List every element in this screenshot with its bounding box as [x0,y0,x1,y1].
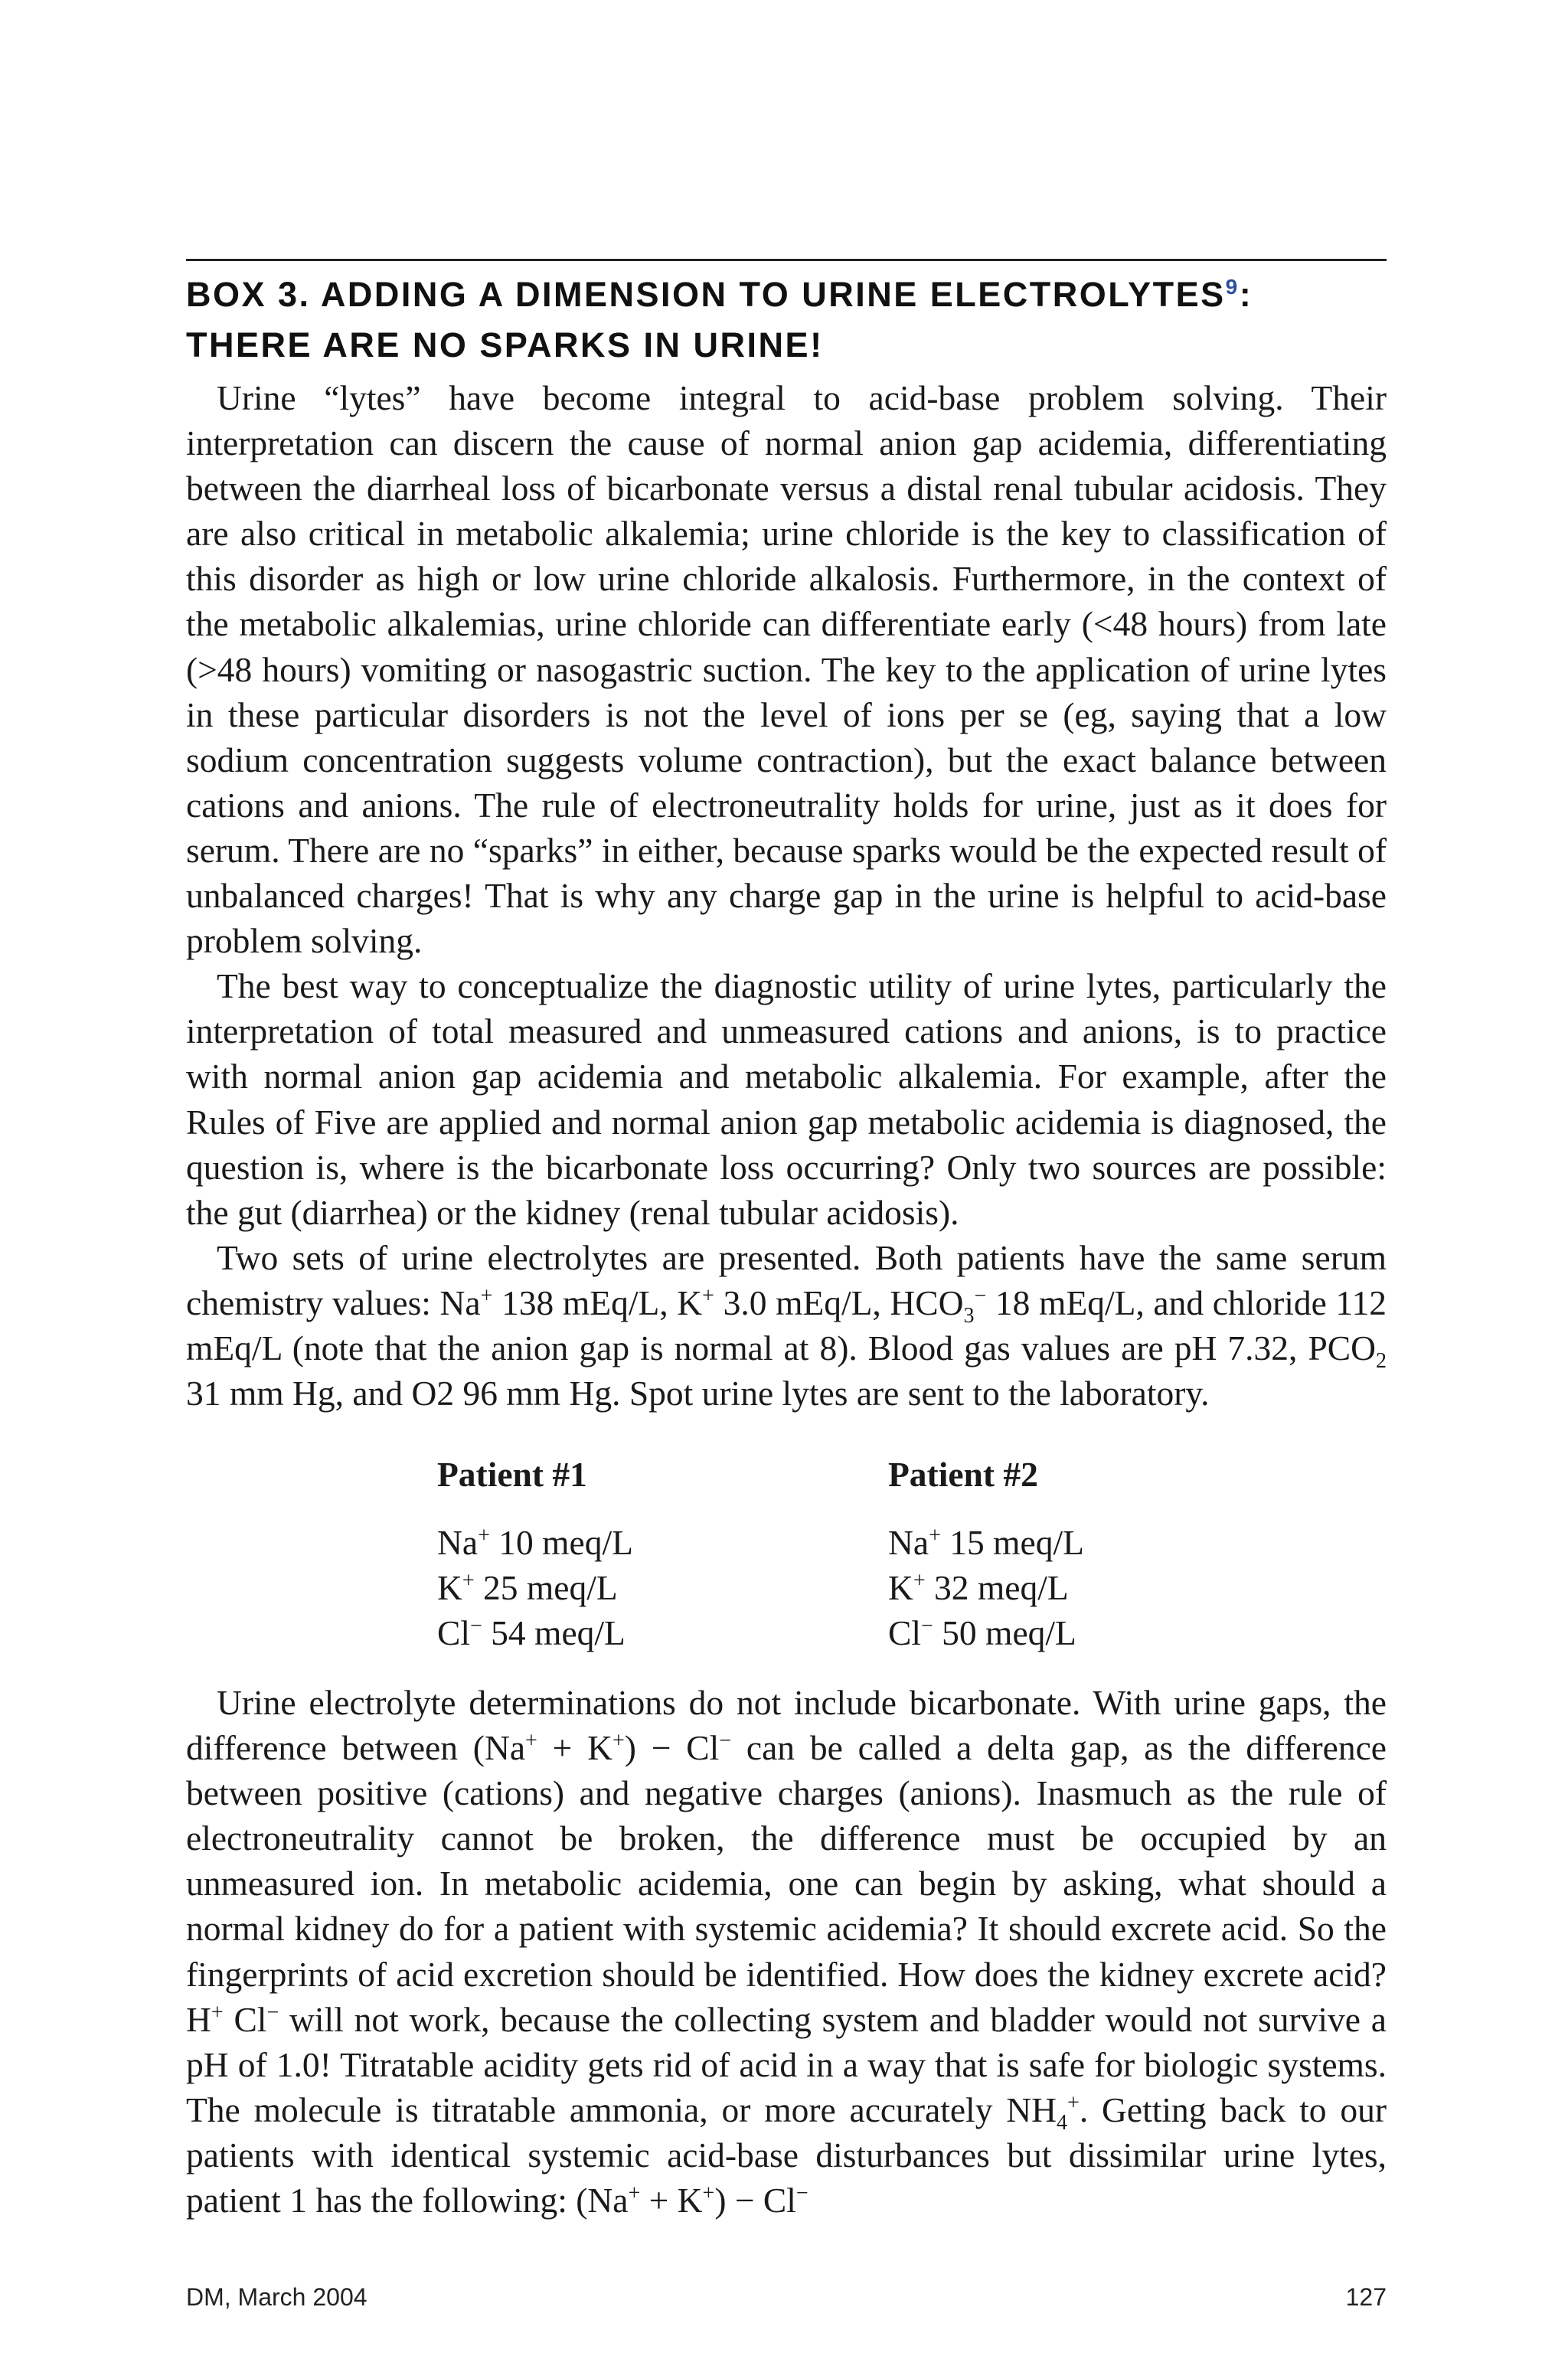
patient-1-cl-row: Cl− 54 meq/L [437,1613,626,1652]
paragraph-2: The best way to conceptualize the diagnostic utility of urine lytes, particularly the interpretation of total measured and unmeasured cations and anions, is to practice with normal anion gap acidemia and metabolic alkalemia. For example, after the Rules of Five are applied and normal anion gap metabolic acidemia is diagnosed, the question is, where is the bicarbonate loss occurring? Only two sources are possible: the gut (diarrhea) or the kidney (renal tubular acidosis). [186,966,1387,1232]
page-number: 127 [1345,2283,1387,2311]
heading-line-2: THERE ARE NO SPARKS IN URINE! [186,325,824,364]
body-text-bottom [186,1680,1387,2223]
footnote-ref[interactable]: 9 [1225,275,1240,299]
patient-1-column [437,1452,633,1655]
patient-2-na-row: Na+ 15 meq/L [888,1523,1084,1562]
journal-issue: DM, March 2004 [186,2283,368,2311]
patient-2-k-row: K+ 32 meq/L [888,1568,1069,1607]
patient-1-title: Patient #1 [437,1455,587,1494]
patient-1-k-row: K+ 25 meq/L [437,1568,618,1607]
patient-2-title: Patient #2 [888,1455,1038,1494]
patient-1-na-row: Na+ 10 meq/L [437,1523,633,1562]
box-heading [186,270,1387,371]
top-rule [186,259,1387,261]
patient-2-column [888,1452,1084,1655]
heading-line-1: BOX 3. ADDING A DIMENSION TO URINE ELECTROLYTES$^9$: [186,275,1253,314]
patient-2-cl-row: Cl− 50 meq/L [888,1613,1076,1652]
body-text-top [186,375,1387,1416]
paragraph-3: Two sets of urine electrolytes are presented. Both patients have the same serum chemistry values: Na+ 138 mEq/L, K+ 3.0 mEq/L, $HCO_3^-$ 18 mEq/L, and chloride 112 mEq/L (note that the anion gap is normal at 8). Blood gas values are pH 7.32, $PCO_2$ 31 mm Hg, and O2 96 mm Hg. Spot urine lytes are sent to the laboratory. [186,1237,1387,1413]
paragraph-1: Urine “lytes” have become integral to acid-base problem solving. Their interpretation can discern the cause of normal anion gap acidemia, differentiating between the diarrheal loss of bicarbonate versus a distal renal tubular acidosis. They are also critical in metabolic alkalemia; urine chloride is the key to classification of this disorder as high or low urine chloride alkalosis. Furthermore, in the context of the metabolic alkalemias, urine chloride can differentiate early (<48 hours) from late (>48 hours) vomiting or nasogastric suction. The key to the application of urine lytes in these particular disorders is not the level of ions per se (eg, saying that a low sodium concentration suggests volume contraction), but the exact balance between cations and anions. The rule of electroneutrality holds for urine, just as it does for serum. There are no “sparks” in either, because sparks would be the expected result of unbalanced charges! That is why any charge gap in the urine is helpful to acid-base problem solving. [186,378,1387,961]
paragraph-4: Urine electrolyte determinations do not include bicarbonate. With urine gaps, the difference between (Na+ + K+) − Cl− can be called a delta gap, as the difference between positive (cations) and negative charges (anions). Inasmuch as the rule of electroneutrality cannot be broken, the difference must be occupied by an unmeasured ion. In metabolic acidemia, one can begin by asking, what should a normal kidney do for a patient with systemic acidemia? It should excrete acid. So the fingerprints of acid excretion should be identified. How does the kidney excrete acid? H+ Cl− will not work, because the collecting system and bladder would not survive a pH of 1.0! Titratable acidity gets rid of acid in a way that is safe for biologic systems. The molecule is titratable ammonia, or more accurately $NH_4^+$. Getting back to our patients with identical systemic acid-base disturbances but dissimilar urine lytes, patient 1 has the following: (Na+ + K+) − Cl− [186,1683,1387,2220]
